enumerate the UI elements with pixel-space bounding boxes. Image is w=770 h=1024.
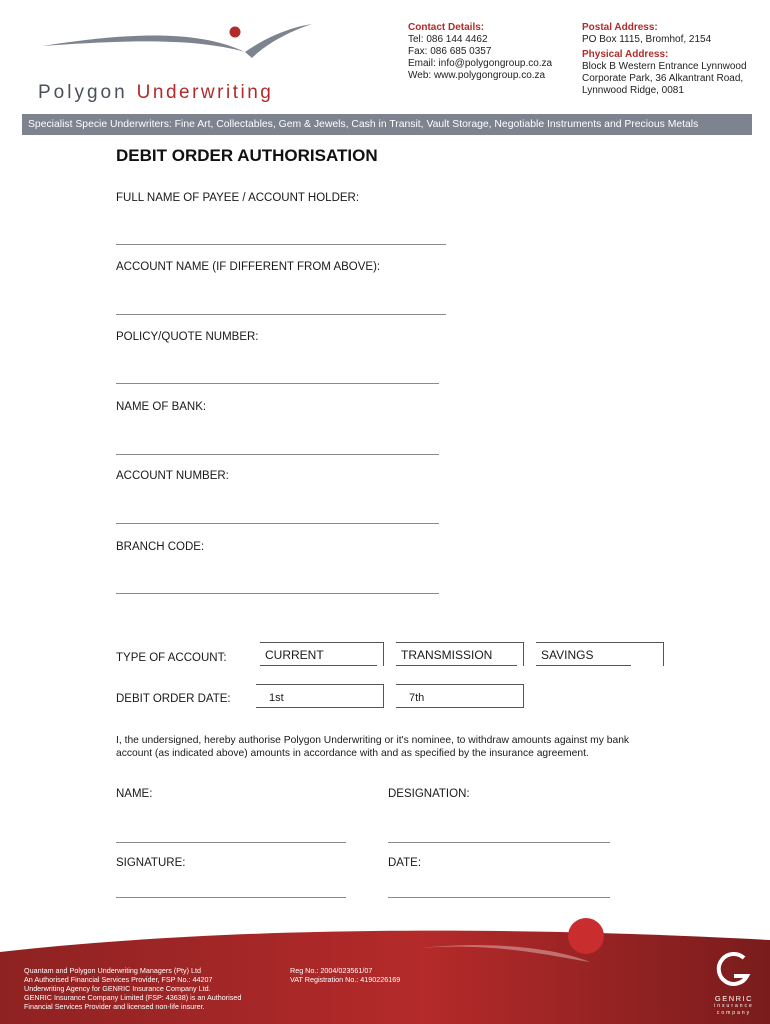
account-type-transmission: TRANSMISSION [401, 648, 493, 662]
logo-name-part1: Polygon [38, 82, 128, 103]
company-logo [30, 18, 330, 103]
logo-name-part2: Underwriting [136, 82, 274, 103]
form-title: DEBIT ORDER AUTHORISATION [116, 146, 378, 165]
physical-heading: Physical Address: [582, 49, 669, 60]
logo-wordmark [38, 82, 273, 104]
bank-name-label: NAME OF BANK: [116, 401, 207, 413]
authorisation-text: I, the undersigned, hereby authorise Polygon Underwriting or it's nominee, to withdraw amounts against my bank account (as indicated above) amounts in accordance with and as specified by the insurance agreement. [116, 735, 630, 759]
genric-wordmark: GENRIC insurance company [714, 994, 754, 1016]
physical-line-2: Corporate Park, 36 Alkantrant Road, [582, 73, 744, 84]
branch-code-label: BRANCH CODE: [116, 541, 205, 553]
specialist-banner: Specialist Specie Underwriters: Fine Art, Collectables, Gem & Jewels, Cash in Transit, Vault Storage, Negotiable Instruments and Precious Metals [22, 114, 752, 135]
account-number-label: ACCOUNT NUMBER: [116, 470, 229, 482]
account-type-savings: SAVINGS [541, 648, 594, 662]
policy-number-label: POLICY/QUOTE NUMBER: [116, 331, 259, 343]
footer-registration: Reg No.: 2004/023561/07 VAT Registration No.: 4190226169 [290, 966, 401, 984]
signature-line[interactable] [116, 897, 346, 898]
debit-date-label: DEBIT ORDER DATE: [116, 693, 231, 705]
debit-date-7th: 7th [409, 692, 425, 704]
designation-line[interactable] [388, 842, 610, 843]
full-name-label: FULL NAME OF PAYEE / ACCOUNT HOLDER: [116, 192, 360, 204]
debit-date-7th-box[interactable] [396, 684, 524, 708]
signature-label: SIGNATURE: [116, 857, 186, 869]
account-type-current-box[interactable] [260, 642, 384, 666]
logo-swoosh-icon [30, 18, 330, 88]
footer-company-info: Quantam and Polygon Underwriting Managers (Pty) Ltd An Authorised Financial Services Provider, FSP No.: 44207 Underwriting Agency for GENRIC Insurance Company Ltd. GENRIC Insurance Company Limited (FSP: 43638) is an Authorised Financial Services Provider and licensed non-life insurer. [24, 966, 242, 1011]
address-details [582, 22, 747, 97]
postal-heading: Postal Address: [582, 22, 658, 33]
account-type-transmission-box[interactable] [396, 642, 524, 666]
bank-name-line[interactable] [116, 454, 439, 455]
name-label: NAME: [116, 788, 153, 800]
physical-line-1: Block B Western Entrance Lynnwood [582, 61, 747, 72]
debit-date-1st: 1st [269, 692, 284, 704]
physical-line-3: Lynnwood Ridge, 0081 [582, 85, 684, 96]
contact-details [408, 22, 552, 82]
name-line[interactable] [116, 842, 346, 843]
contact-web[interactable]: Web: www.polygongroup.co.za [408, 70, 546, 81]
account-name-line[interactable] [116, 314, 446, 315]
branch-code-line[interactable] [116, 593, 439, 594]
date-line[interactable] [388, 897, 610, 898]
account-number-line[interactable] [116, 523, 439, 524]
account-type-current: CURRENT [265, 648, 324, 662]
postal-line: PO Box 1115, Bromhof, 2154 [582, 34, 712, 45]
contact-fax: Fax: 086 685 0357 [408, 46, 492, 57]
date-label: DATE: [388, 857, 422, 869]
debit-date-1st-box[interactable] [256, 684, 384, 708]
account-type-savings-box[interactable] [536, 642, 664, 666]
policy-number-line[interactable] [116, 383, 439, 384]
account-name-label: ACCOUNT NAME (IF DIFFERENT FROM ABOVE): [116, 261, 381, 273]
designation-label: DESIGNATION: [388, 788, 470, 800]
contact-tel: Tel: 086 144 4462 [408, 34, 488, 45]
contact-email[interactable]: Email: info@polygongroup.co.za [408, 58, 553, 69]
full-name-line[interactable] [116, 244, 446, 245]
genric-logo-icon [714, 950, 754, 990]
account-type-label: TYPE OF ACCOUNT: [116, 652, 227, 664]
contact-heading: Contact Details: [408, 22, 485, 33]
